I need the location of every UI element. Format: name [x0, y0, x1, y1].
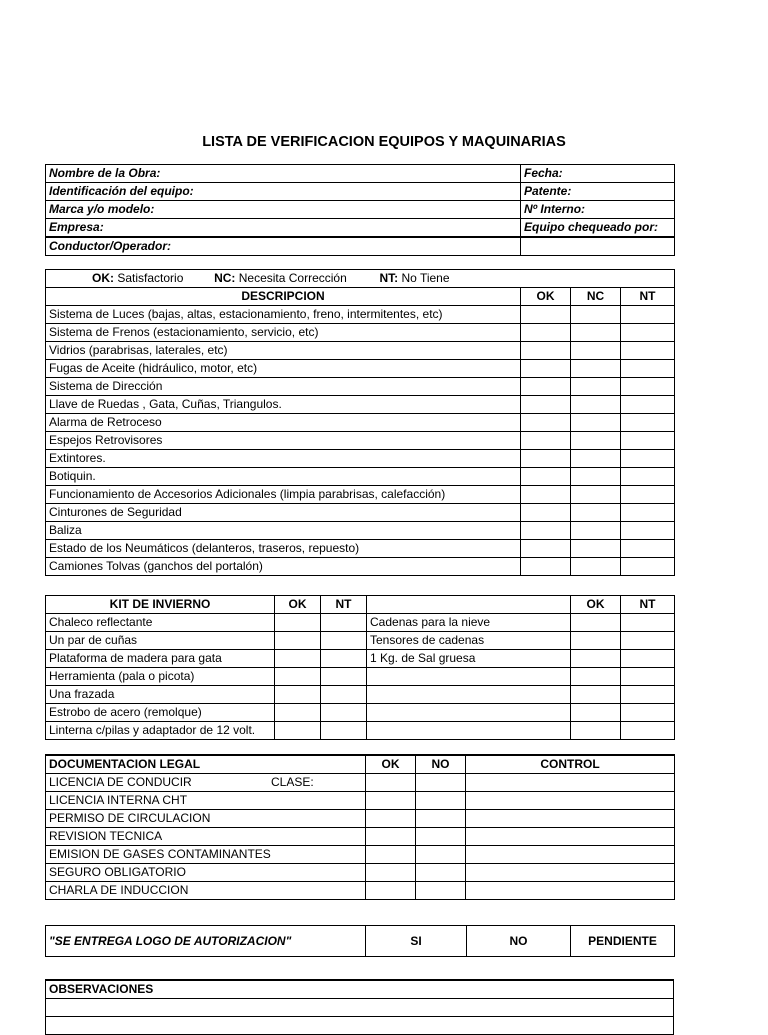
winter-nt-cell[interactable] — [321, 632, 367, 650]
checklist-item-label: Sistema de Frenos (estacionamiento, servicio, etc) — [46, 324, 521, 342]
checklist-row — [46, 324, 675, 342]
header-field-label: Marca y/o modelo: — [46, 201, 521, 219]
winter-item-label: Herramienta (pala o picota) — [46, 668, 275, 686]
header-field-label-right: Patente: — [521, 183, 675, 201]
checklist-nc-cell[interactable] — [571, 396, 621, 414]
legal-doc-cell — [46, 810, 366, 828]
checklist-nt-cell[interactable] — [621, 450, 675, 468]
checklist-row — [46, 540, 675, 558]
winter-right-col-ok: OK — [571, 596, 621, 614]
winter-right-nt-cell[interactable] — [621, 650, 675, 668]
checklist-nt-cell[interactable] — [621, 396, 675, 414]
legal-doc-label: SEGURO OBLIGATORIO — [49, 865, 186, 879]
checklist-ok-cell[interactable] — [521, 540, 571, 558]
winter-nt-cell[interactable] — [321, 668, 367, 686]
legal-ok-cell[interactable] — [366, 882, 416, 900]
checklist-nc-cell[interactable] — [571, 324, 621, 342]
winter-item-label: Estrobo de acero (remolque) — [46, 704, 275, 722]
legal-no-cell[interactable] — [416, 864, 466, 882]
observations-table — [45, 979, 674, 1035]
winter-item-label: Linterna c/pilas y adaptador de 12 volt. — [46, 722, 275, 740]
observations-header-row — [46, 980, 674, 999]
legend-nc-key: NC: — [214, 271, 236, 285]
legal-control-cell[interactable] — [466, 828, 675, 846]
checklist-ok-cell[interactable] — [521, 324, 571, 342]
winter-kit-header-row — [46, 596, 675, 614]
checklist-header-row — [46, 288, 675, 306]
checklist-ok-cell[interactable] — [521, 468, 571, 486]
winter-col-ok: OK — [275, 596, 321, 614]
checklist-row — [46, 360, 675, 378]
checklist-nc-cell[interactable] — [571, 342, 621, 360]
checklist-nc-cell[interactable] — [571, 558, 621, 576]
checklist-row — [46, 468, 675, 486]
legal-no-cell[interactable] — [416, 774, 466, 792]
authorization-table — [45, 925, 675, 957]
header-field-label-right: Equipo chequeado por: — [521, 219, 675, 238]
legal-col-ok: OK — [366, 755, 416, 774]
winter-ok-cell[interactable] — [275, 614, 321, 632]
document-title: LISTA DE VERIFICACION EQUIPOS Y MAQUINARIAS — [202, 134, 566, 150]
checklist-item-label: Funcionamiento de Accesorios Adicionales (limpia parabrisas, calefacción) — [46, 486, 521, 504]
checklist-ok-cell[interactable] — [521, 432, 571, 450]
winter-right-ok-cell[interactable] — [571, 722, 621, 740]
checklist-row — [46, 396, 675, 414]
authorization-label: "SE ENTREGA LOGO DE AUTORIZACION" — [46, 926, 366, 957]
checklist-ok-cell[interactable] — [521, 504, 571, 522]
observations-line[interactable] — [46, 999, 674, 1017]
checklist-ok-cell[interactable] — [521, 360, 571, 378]
legend-nt-text: No Tiene — [401, 271, 450, 285]
checklist-ok-cell[interactable] — [521, 306, 571, 324]
checklist-item-label: Baliza — [46, 522, 521, 540]
checklist-nt-cell[interactable] — [621, 468, 675, 486]
checklist-row — [46, 342, 675, 360]
legend-nt-key: NT: — [379, 271, 399, 285]
legal-ok-cell[interactable] — [366, 846, 416, 864]
winter-right-ok-cell[interactable] — [571, 614, 621, 632]
checklist-row — [46, 378, 675, 396]
col-ok: OK — [521, 288, 571, 306]
legal-doc-label: REVISION TECNICA — [49, 829, 163, 843]
winter-ok-cell[interactable] — [275, 722, 321, 740]
header-field-label-right: Fecha: — [521, 165, 675, 183]
winter-right-ok-cell[interactable] — [571, 704, 621, 722]
checklist-item-label: Cinturones de Seguridad — [46, 504, 521, 522]
legal-control-cell[interactable] — [466, 864, 675, 882]
header-field-label-right — [521, 237, 675, 256]
winter-right-item-label: 1 Kg. de Sal gruesa — [367, 650, 571, 668]
checklist-item-label: Alarma de Retroceso — [46, 414, 521, 432]
checklist-item-label: Camiones Tolvas (ganchos del portalón) — [46, 558, 521, 576]
winter-right-nt-cell[interactable] — [621, 668, 675, 686]
checklist-item-label: Fugas de Aceite (hidráulico, motor, etc) — [46, 360, 521, 378]
winter-nt-cell[interactable] — [321, 650, 367, 668]
col-nt: NT — [621, 288, 675, 306]
checklist-item-label: Botiquin. — [46, 468, 521, 486]
checklist-nt-cell[interactable] — [621, 432, 675, 450]
legal-no-cell[interactable] — [416, 882, 466, 900]
checklist-row — [46, 486, 675, 504]
header-row — [46, 165, 675, 183]
checklist-nt-cell[interactable] — [621, 342, 675, 360]
header-field-label: Empresa: — [46, 219, 521, 238]
legal-no-cell[interactable] — [416, 846, 466, 864]
checklist-ok-cell[interactable] — [521, 414, 571, 432]
legal-doc-cell — [46, 792, 366, 810]
checklist-ok-cell[interactable] — [521, 378, 571, 396]
winter-nt-cell[interactable] — [321, 704, 367, 722]
winter-item-label: Chaleco reflectante — [46, 614, 275, 632]
checklist-row — [46, 558, 675, 576]
checklist-ok-cell[interactable] — [521, 486, 571, 504]
winter-kit-table — [45, 595, 675, 740]
checklist-item-label: Llave de Ruedas , Gata, Cuñas, Triangulos. — [46, 396, 521, 414]
legal-col-control: CONTROL — [466, 755, 675, 774]
header-row — [46, 237, 675, 256]
clase-label: CLASE: — [271, 775, 314, 789]
checklist-row — [46, 414, 675, 432]
legal-doc-row — [46, 864, 675, 882]
checklist-item-label: Estado de los Neumáticos (delanteros, traseros, repuesto) — [46, 540, 521, 558]
legal-control-cell[interactable] — [466, 810, 675, 828]
winter-ok-cell[interactable] — [275, 704, 321, 722]
checklist-row — [46, 522, 675, 540]
legal-ok-cell[interactable] — [366, 864, 416, 882]
winter-kit-row — [46, 668, 675, 686]
legal-doc-cell — [46, 864, 366, 882]
winter-right-ok-cell[interactable] — [571, 686, 621, 704]
checklist-nt-cell[interactable] — [621, 522, 675, 540]
winter-item-label: Un par de cuñas — [46, 632, 275, 650]
winter-nt-cell[interactable] — [321, 686, 367, 704]
winter-ok-cell[interactable] — [275, 668, 321, 686]
winter-col-nt: NT — [321, 596, 367, 614]
header-row — [46, 219, 675, 238]
winter-item-label: Una frazada — [46, 686, 275, 704]
winter-right-nt-cell[interactable] — [621, 704, 675, 722]
legend-ok-key: OK: — [92, 271, 114, 285]
winter-right-ok-cell[interactable] — [571, 668, 621, 686]
checklist-nc-cell[interactable] — [571, 432, 621, 450]
col-descripcion: DESCRIPCION — [46, 288, 521, 306]
checklist-row — [46, 432, 675, 450]
header-field-label: Identificación del equipo: — [46, 183, 521, 201]
checklist-nt-cell[interactable] — [621, 558, 675, 576]
checklist-nc-cell[interactable] — [571, 306, 621, 324]
checklist-ok-cell[interactable] — [521, 396, 571, 414]
col-nc: NC — [571, 288, 621, 306]
observations-line[interactable] — [46, 1017, 674, 1035]
winter-nt-cell[interactable] — [321, 614, 367, 632]
checklist-nc-cell[interactable] — [571, 360, 621, 378]
checklist-nt-cell[interactable] — [621, 324, 675, 342]
legal-doc-row — [46, 810, 675, 828]
checklist-nc-cell[interactable] — [571, 414, 621, 432]
checklist-item-label: Extintores. — [46, 450, 521, 468]
legal-ok-cell[interactable] — [366, 792, 416, 810]
checklist-ok-cell[interactable] — [521, 522, 571, 540]
legal-doc-label: LICENCIA INTERNA CHT — [49, 793, 188, 807]
checklist-nt-cell[interactable] — [621, 306, 675, 324]
winter-right-item-label — [367, 668, 571, 686]
checklist-ok-cell[interactable] — [521, 342, 571, 360]
authorization-row — [46, 926, 675, 957]
legal-docs-title: DOCUMENTACION LEGAL — [46, 755, 366, 774]
observations-title: OBSERVACIONES — [46, 980, 674, 999]
checklist-nc-cell[interactable] — [571, 486, 621, 504]
legal-control-cell[interactable] — [466, 792, 675, 810]
legal-ok-cell[interactable] — [366, 774, 416, 792]
legend-row — [46, 270, 675, 288]
checklist-row — [46, 450, 675, 468]
legal-doc-cell — [46, 846, 366, 864]
legal-ok-cell[interactable] — [366, 810, 416, 828]
checklist-nt-cell[interactable] — [621, 414, 675, 432]
winter-right-ok-cell[interactable] — [571, 650, 621, 668]
checklist-row — [46, 306, 675, 324]
winter-kit-title: KIT DE INVIERNO — [46, 596, 275, 614]
legal-docs-table — [45, 754, 675, 900]
winter-right-item-label — [367, 704, 571, 722]
winter-right-nt-cell[interactable] — [621, 686, 675, 704]
legal-doc-cell — [46, 882, 366, 900]
winter-right-item-label: Cadenas para la nieve — [367, 614, 571, 632]
checklist-nc-cell[interactable] — [571, 522, 621, 540]
winter-kit-row — [46, 686, 675, 704]
checklist-nc-cell[interactable] — [571, 378, 621, 396]
legal-no-cell[interactable] — [416, 810, 466, 828]
legal-control-cell[interactable] — [466, 882, 675, 900]
header-field-label: Conductor/Operador: — [46, 237, 521, 256]
legal-doc-row — [46, 846, 675, 864]
legal-doc-label: LICENCIA DE CONDUCIR — [49, 775, 192, 789]
header-table — [45, 164, 675, 256]
winter-ok-cell[interactable] — [275, 686, 321, 704]
legal-no-cell[interactable] — [416, 828, 466, 846]
header-field-label-right: Nº Interno: — [521, 201, 675, 219]
checklist-nt-cell[interactable] — [621, 540, 675, 558]
winter-right-header-blank — [367, 596, 571, 614]
winter-right-nt-cell[interactable] — [621, 632, 675, 650]
legend-ok-text: Satisfactorio — [117, 271, 184, 285]
authorization-no: NO — [467, 926, 571, 957]
checklist-ok-cell[interactable] — [521, 450, 571, 468]
checklist-item-label: Espejos Retrovisores — [46, 432, 521, 450]
legal-ok-cell[interactable] — [366, 828, 416, 846]
legal-control-cell[interactable] — [466, 774, 675, 792]
checklist-nc-cell[interactable] — [571, 540, 621, 558]
authorization-pendiente: PENDIENTE — [571, 926, 675, 957]
legal-doc-label: CHARLA DE INDUCCION — [49, 883, 189, 897]
winter-item-label: Plataforma de madera para gata — [46, 650, 275, 668]
winter-right-item-label — [367, 722, 571, 740]
legend-nc-text: Necesita Corrección — [238, 271, 347, 285]
legal-doc-row — [46, 774, 675, 792]
legal-doc-cell — [46, 828, 366, 846]
winter-kit-row — [46, 632, 675, 650]
checklist-nc-cell[interactable] — [571, 504, 621, 522]
checklist-nt-cell[interactable] — [621, 378, 675, 396]
winter-kit-row — [46, 650, 675, 668]
checklist-nt-cell[interactable] — [621, 486, 675, 504]
winter-kit-row — [46, 722, 675, 740]
winter-ok-cell[interactable] — [275, 650, 321, 668]
checklist-nt-cell[interactable] — [621, 360, 675, 378]
winter-nt-cell[interactable] — [321, 722, 367, 740]
checklist-table — [45, 269, 675, 576]
winter-right-ok-cell[interactable] — [571, 632, 621, 650]
legal-doc-row — [46, 828, 675, 846]
winter-right-nt-cell[interactable] — [621, 722, 675, 740]
legal-doc-row — [46, 792, 675, 810]
winter-kit-row — [46, 614, 675, 632]
checklist-item-label: Sistema de Dirección — [46, 378, 521, 396]
legal-control-cell[interactable] — [466, 846, 675, 864]
winter-right-col-nt: NT — [621, 596, 675, 614]
header-row — [46, 183, 675, 201]
checklist-nc-cell[interactable] — [571, 468, 621, 486]
winter-right-item-label: Tensores de cadenas — [367, 632, 571, 650]
checklist-nc-cell[interactable] — [571, 450, 621, 468]
checklist-row — [46, 504, 675, 522]
legal-doc-label: PERMISO DE CIRCULACION — [49, 811, 211, 825]
checklist-nt-cell[interactable] — [621, 504, 675, 522]
header-row — [46, 201, 675, 219]
legal-doc-label: EMISION DE GASES CONTAMINANTES — [49, 847, 271, 861]
winter-ok-cell[interactable] — [275, 632, 321, 650]
legal-doc-row — [46, 882, 675, 900]
winter-kit-row — [46, 704, 675, 722]
legal-header-row — [46, 755, 675, 774]
checklist-ok-cell[interactable] — [521, 558, 571, 576]
header-field-label: Nombre de la Obra: — [46, 165, 521, 183]
legal-doc-cell — [46, 774, 366, 792]
checklist-item-label: Sistema de Luces (bajas, altas, estacionamiento, freno, intermitentes, etc) — [46, 306, 521, 324]
winter-right-item-label — [367, 686, 571, 704]
legal-col-no: NO — [416, 755, 466, 774]
authorization-si: SI — [366, 926, 467, 957]
legal-no-cell[interactable] — [416, 792, 466, 810]
winter-right-nt-cell[interactable] — [621, 614, 675, 632]
checklist-item-label: Vidrios (parabrisas, laterales, etc) — [46, 342, 521, 360]
